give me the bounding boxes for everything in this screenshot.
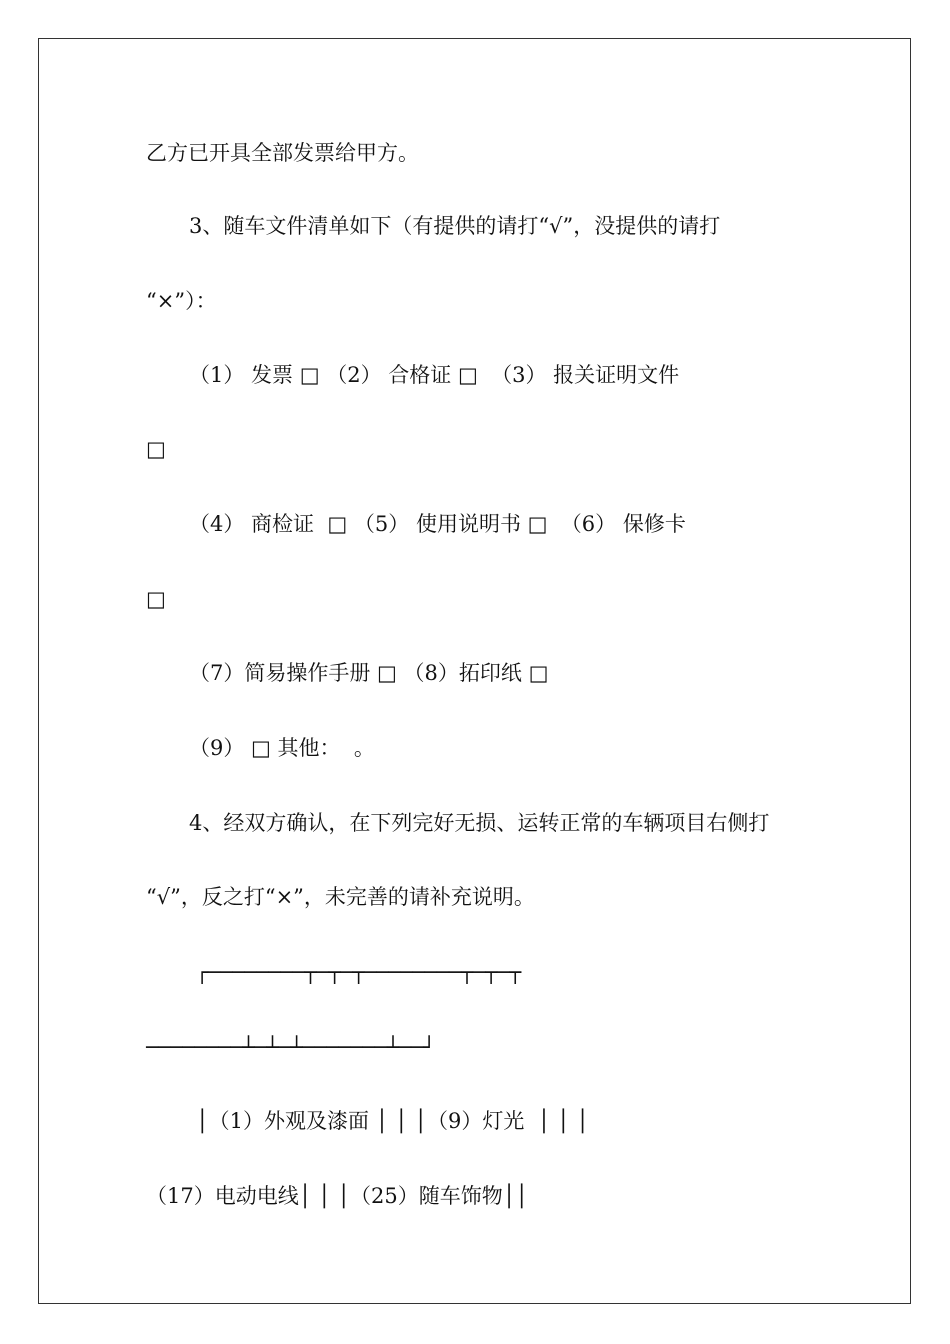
table-row: （17）电动电线│ │ │（25）随车饰物││ [146, 1184, 529, 1208]
table-row: │（1）外观及漆面 │ │ │（9）灯光 │ │ │ [196, 1109, 589, 1133]
table-top-rule: ┌────────┬─┬─┬────────┬─┬─┬ [196, 960, 522, 984]
text-line: 3、随车文件清单如下（有提供的请打“√”，没提供的请打 [189, 214, 721, 238]
text-line: （9） □ 其他： 。 [189, 736, 375, 760]
checkbox-line: □ [146, 587, 166, 611]
text-line: （7）简易操作手册 □ （8）拓印纸 □ [189, 661, 549, 685]
text-line: 4、经双方确认，在下列完好无损、运转正常的车辆项目右侧打 [189, 811, 770, 835]
text-line: “×”）： [146, 289, 217, 313]
table-mid-rule: ────────┴─┴─┴───────┴──┘ [146, 1035, 435, 1059]
text-line: （1） 发票 □ （2） 合格证 □ （3） 报关证明文件 [189, 363, 680, 387]
text-line: 乙方已开具全部发票给甲方。 [146, 141, 419, 165]
text-line: （4） 商检证 □ （5） 使用说明书 □ （6） 保修卡 [189, 512, 686, 536]
checkbox-line: □ [146, 437, 166, 461]
text-line: “√”，反之打“×”，未完善的请补充说明。 [146, 885, 535, 909]
